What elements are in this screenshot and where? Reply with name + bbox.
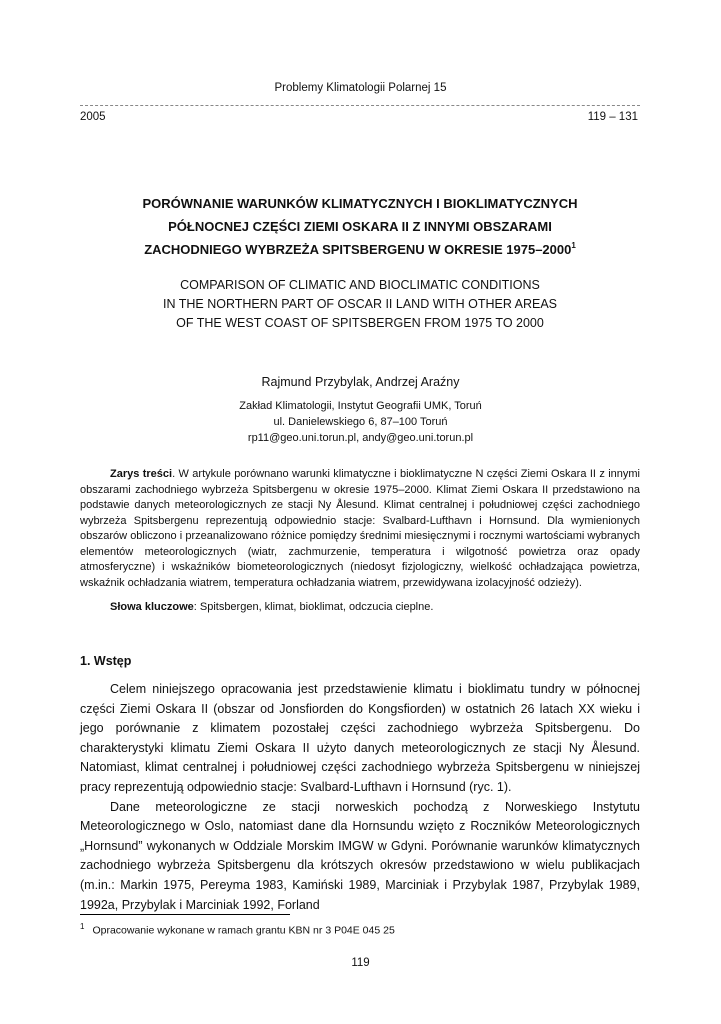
title-english-line: IN THE NORTHERN PART OF OSCAR II LAND WITH OTHER AREAS <box>162 297 558 311</box>
title-english-line: OF THE WEST COAST OF SPITSBERGEN FROM 1975 TO 2000 <box>176 316 544 330</box>
authors: Rajmund Przybylak, Andrzej Araźny <box>261 375 460 389</box>
title-polish-line <box>80 238 640 261</box>
keywords <box>110 601 640 613</box>
body-text <box>80 680 640 915</box>
title-polish <box>80 192 640 261</box>
title-polish-line: PÓŁNOCNEJ CZĘŚCI ZIEMI OSKARA II Z INNYMI OBSZARAMI <box>168 219 552 234</box>
page-range: 119 – 131 <box>587 111 638 123</box>
footnote-divider <box>80 914 290 915</box>
affiliation-address: ul. Danielewskiego 6, 87–100 Toruń <box>273 416 448 428</box>
header-divider <box>80 105 640 106</box>
title-footnote-mark: 1 <box>571 241 576 250</box>
footnote-mark: 1 <box>80 922 85 931</box>
keywords-label: Słowa kluczowe <box>110 601 194 613</box>
title-english <box>80 276 640 333</box>
title-polish-line-text: ZACHODNIEGO WYBRZEŻA SPITSBERGENU W OKRESIE 1975–2000 <box>144 242 572 257</box>
journal-title: Problemy Klimatologii Polarnej 15 <box>274 82 447 94</box>
page-number: 119 <box>351 957 370 969</box>
footnote <box>80 922 395 937</box>
abstract <box>80 467 640 591</box>
abstract-text: . W artykule porównano warunki klimatyczne i bioklimatyczne N części Ziemi Oskara II z innymi obszarami zachodniego wybrzeża Spitsbergenu w okresie 1975–2000. Klimat Ziemi Oskara II przedstawiono na podstawie danych meteorologicznych ze stacji Ny Ålesund. Klimat centralnej i południowej części zachodniego wybrzeża Spitsbergenu reprezentują odpowiednio stacje: Svalbard-Lufthavn i Hornsund. Dla wymienionych obszarów obliczono i przeanalizowano różnice pomiędzy średnimi miesięcznymi i rocznymi wartościami wybranych elementów meteorologicznych (wiatr, zachmurzenie, temperatura i wilgotność powietrza oraz opady atmosferyczne) i wskaźników biometeorologicznych (niedosyt fizjologiczny, wielkość ochładzająca powietrza, wskaźnik ochładzania wiatrem, temperatura ochładzania wiatrem, przewidywana izolacyjność odzieży). <box>80 468 640 589</box>
footnote-text: Opracowanie wykonane w ramach grantu KBN nr 3 P04E 045 25 <box>92 924 395 937</box>
title-polish-line: PORÓWNANIE WARUNKÓW KLIMATYCZNYCH I BIOKLIMATYCZNYCH <box>142 196 578 211</box>
paragraph: Dane meteorologiczne ze stacji norweskich pochodzą z Norweskiego Instytutu Meteorologicznego w Oslo, natomiast dane dla Hornsundu wzięto z Roczników Meteorologicznych „Hornsund” wykonanych w Oddziale Morskim IMGW w Gdyni. Porównanie warunków klimatycznych zachodniego wybrzeża Spitsbergenu dla krótszych okresów przedstawiono w wielu publikacjach (m.in.: Markin 1975, Pereyma 1983, Kamiński 1989, Marciniak i Przybylak 1987, Przybylak 1989, 1992a, Przybylak i Marciniak 1992, Forland <box>80 799 640 912</box>
paragraph: Celem niniejszego opracowania jest przedstawienie klimatu i bioklimatu tundry w północnej części Ziemi Oskara II (obszar od Jonsfiorden do Kongsfiorden) w ostatnich 26 latach XX wieku i jego porównanie z klimatem pozostałej części zachodniego wybrzeża Spitsbergenu. Do charakterystyki klimatu Ziemi Oskara II użyto danych meteorologicznych ze stacji Ny Ålesund. Natomiast, klimat centralnej i południowej części zachodniego wybrzeża Spitsbergenu w niniejszej pracy reprezentują odpowiednio stacje: Svalbard-Lufthavn i Hornsund (ryc. 1). <box>80 682 640 794</box>
section-heading: 1. Wstęp <box>80 654 132 668</box>
publication-year: 2005 <box>80 111 106 123</box>
affiliation-emails: rp11@geo.uni.torun.pl, andy@geo.uni.torun.pl <box>247 432 474 444</box>
abstract-label: Zarys treści <box>110 468 173 480</box>
affiliation-institute: Zakład Klimatologii, Instytut Geografii UMK, Toruń <box>239 400 482 412</box>
affiliation <box>0 398 721 446</box>
title-english-line: COMPARISON OF CLIMATIC AND BIOCLIMATIC CONDITIONS <box>180 278 540 292</box>
keywords-text: : Spitsbergen, klimat, bioklimat, odczucia cieplne. <box>193 601 434 613</box>
